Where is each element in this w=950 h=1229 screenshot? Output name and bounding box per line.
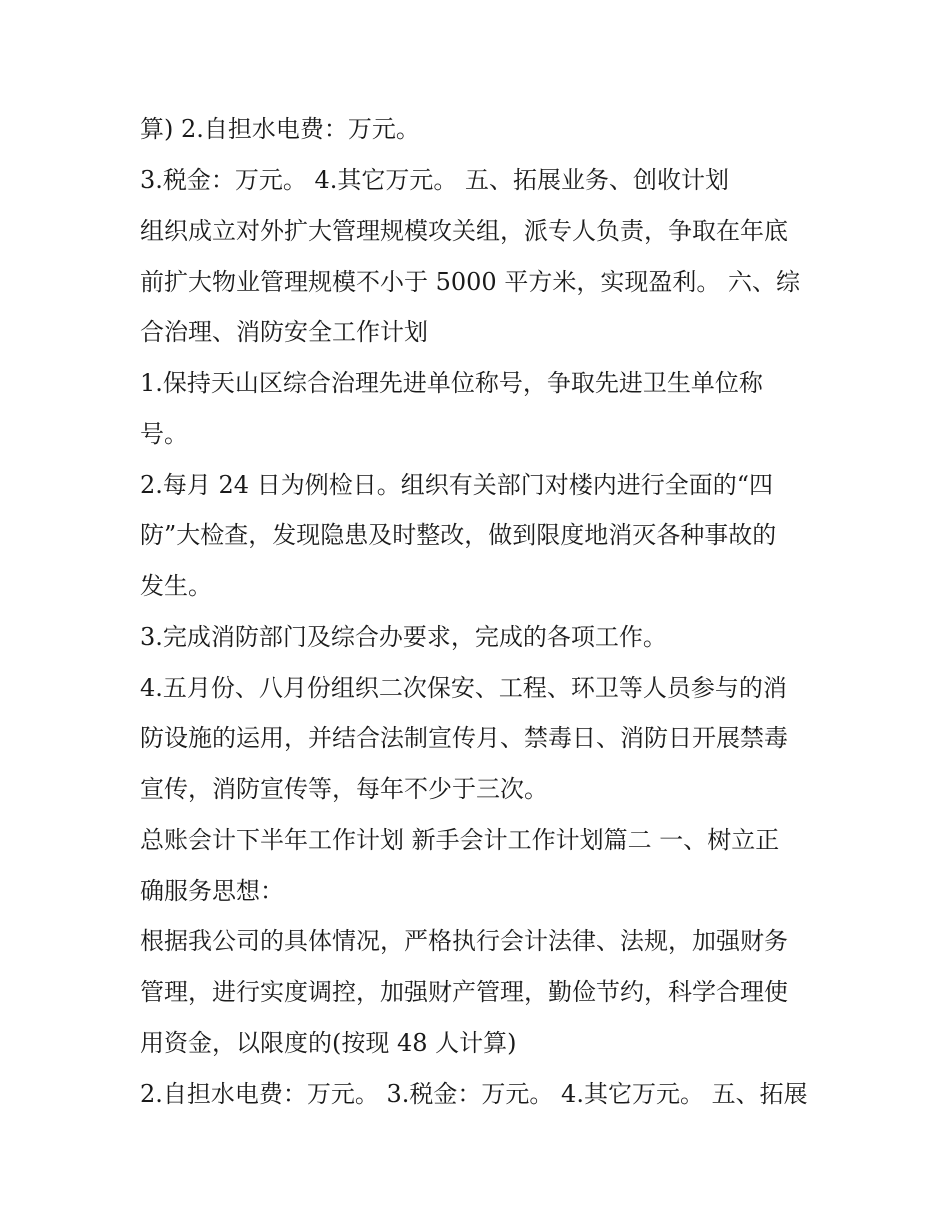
text-line: 合治理、消防安全工作计划: [140, 318, 428, 346]
text-line: 确服务思想：: [140, 877, 284, 905]
text-line: 4.五月份、八月份组织二次保安、工程、环卫等人员参与的消: [140, 674, 787, 702]
text-line: 组织成立对外扩大管理规模攻关组，派专人负责，争取在年底: [140, 217, 788, 245]
text-line: 用资金，以限度的(按现 48 人计算): [140, 1029, 517, 1057]
text-line: 前扩大物业管理规模不小于 5000 平方米，实现盈利。 六、综: [140, 268, 800, 296]
text-line: 防设施的运用，并结合法制宣传月、禁毒日、消防日开展禁毒: [140, 724, 788, 752]
text-line: 2.自担水电费：万元。 3.税金：万元。 4.其它万元。 五、拓展: [140, 1080, 808, 1108]
text-line: 根据我公司的具体情况，严格执行会计法律、法规，加强财务: [140, 927, 788, 955]
text-line: 总账会计下半年工作计划 新手会计工作计划篇二 一、树立正: [140, 826, 780, 854]
text-line: 防”大检查，发现隐患及时整改，做到限度地消灭各种事故的: [140, 521, 777, 549]
text-line: 算) 2.自担水电费：万元。: [140, 115, 420, 143]
text-line: 1.保持天山区综合治理先进单位称号，争取先进卫生单位称: [140, 369, 763, 397]
text-line: 3.税金：万元。 4.其它万元。 五、拓展业务、创收计划: [140, 166, 730, 194]
text-line: 发生。: [140, 572, 212, 600]
text-line: 管理，进行实度调控，加强财产管理，勤俭节约，科学合理使: [140, 978, 788, 1006]
text-line: 号。: [140, 420, 188, 448]
text-line: 宣传，消防宣传等，每年不少于三次。: [140, 775, 548, 803]
text-line: 2.每月 24 日为例检日。组织有关部门对楼内进行全面的“四: [140, 471, 773, 499]
text-line: 3.完成消防部门及综合办要求，完成的各项工作。: [140, 623, 667, 651]
